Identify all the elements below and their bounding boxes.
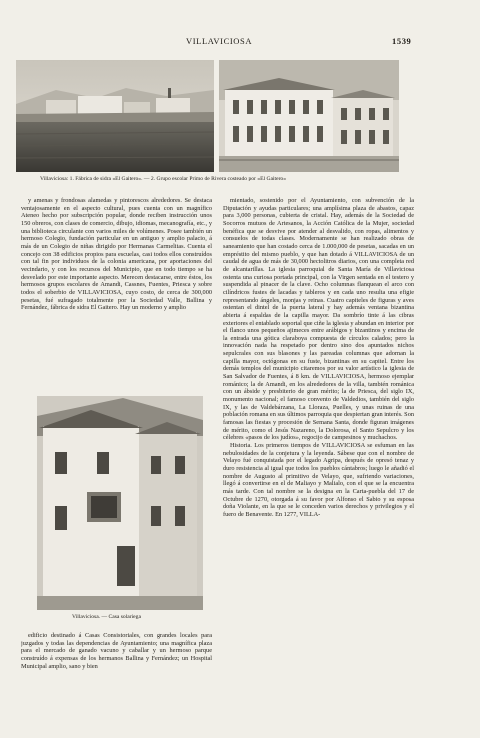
- page-number: 1539: [392, 36, 412, 46]
- text-column-left-top: [21, 197, 212, 390]
- text-column-left-bottom: [21, 632, 212, 690]
- text-column-right: [223, 197, 414, 691]
- paragraph: edificio destinado á Casas Consistoriales, con grandes locales para juzgados y todas las dependencias de Ayuntamiento; una magnífica plaza para el mercado de ganado vacuno y caballar y un hermoso parque construído á expensas de los hermanos Ballina y Fernández; un Hospital Municipal amplio, sano y bien: [21, 632, 212, 670]
- photo-school-building: [219, 60, 399, 172]
- paragraph: Historia. Los primeros tiempos de VILLAVICIOSA se esfuman en las nebulosidades de la conjetura y la leyenda. Sábese que con el nombre de Velayo fué conquistada por el legado Agripa, después de opresó tenaz y duro resistencia al igual que todos los pueblos cántabros; luego le añadió el nombre de Augusto al primitivo de Velayo, que, sufriendo variaciones, llegó á convertirse en el de Maliayo y Malialo, con el que se la encuentra más tarde. Con tal nombre se la designa en la Carta-puebla del 17 de Octubre de 1270, otorgada á su favor por Alfonso el Sabio y su esposa doña Violante, en la que se le conceden varios derechos y privilegios y el fuero de Benavente. En 1277, VILLA-: [223, 442, 414, 518]
- photo-cider-factory: [16, 60, 214, 172]
- running-title: VILLAVICIOSA: [186, 36, 253, 46]
- paragraph: y amenas y frondosas alamedas y pintorescos alrededores. Se destaca ventajosamente en el aspecto cultural, pues cuenta con un magnífico Ateneo hecho por subscripción popular, donde reciben instrucción unos 150 obreros, con clases de comercio, dibujo, idiomas, mecanografía, etc., y una biblioteca circulante con varios miles de volúmenes. Posee también un hermoso Colegio, fundación particular en un antiguo y amplio palacio, á más de un Colegio de niñas dirigido por Hermanas Carmelitas. Cuenta el concejo con 38 edificios propios para escuelas, casi todos ellos construídos con tal fin por individuos de la colonia americana, por aportaciones del vecindario, y con los recursos del Municipio, que en todo tiempo se ha desvelado por este importante aspecto. Merecen destacarse, entre éstos, los hermosos grupos escolares de Amandi, Cassnes, Fuentes, Priesca y sobre todos el soberbio de VILLAVICIOSA, cuyo costo, de cerca de 300,000 pesetas, fué sufragado totalmente por la Sociedad Valle, Ballina y Fernández, fábrica de sidra El Gaitero. Hay un moderno y amplio: [21, 197, 212, 312]
- photo-manor-house: [37, 396, 203, 610]
- figure-caption-bottom: Villaviciosa. — Casa solariega: [72, 614, 141, 620]
- figure-caption-top: Villaviciosa: 1. Fábrica de sidra «El Gaitero». — 2. Grupo escolar Primo de Rivera costeado por «El Gaitero»: [40, 176, 287, 182]
- running-head: [0, 36, 480, 50]
- paragraph: mientado, sostenido por el Ayuntamiento, con subvención de la Diputación y ayudas particulares; una amplísima plaza de abastos, capaz para 3,000 personas, cubierta de cristal. Hay, además de la Sociedad de Socorros mutuos de Artesanos, la Acción Católica de la Mujer, sociedad benéfica que se desvive por atender al desvalido, con ropas, alimentos y consuelos de todas clases. Modernamente se han realizado obras de saneamiento que han costado cerca de 1.000,000 de pesetas, sacadas en un empréstito del mismo pueblo, y que han dotado á VILLAVICIOSA de un caudal de agua de más de 30,000 hectolitros diarios, con una completa red de alcantarillas. La iglesia parroquial de Santa María de Villaviciosa ostenta una curiosa portada principal, con la Virgen sentada en el testero y suspendida al pinacer de la clave. Ocho columnas flanquean el arco con cilíndricos fustes de lacadas y tableros y en cada uno resulta una efigie representando ángeles, monjas y reinas. Cuatro capiteles de figuras y aves ostentan el dintel de la puerta lateral y hay además ventana bizantina abierta á espaldas de la capilla mayor. Da sombrío tinte á las cibras exteriores el entablado soportal que ciñe la iglesia y abundan en interior por el flanco unos pequeños ajimeces entre arábigos y bizantinos y encima de la entrada una gótica claraboya compuesta de círculos calados; pero la innovación nada ha respetado por dentro sino dos apuntados nichos sepulcrales con sus blasones y las pareadas columnas que adornan la capilla mayor, octógonas en su fuste, bizantinas en su capitel. Entre los demás templos del municipio citaremos por su valor artístico la iglesia de San Salvador de Fuentes, á 8 km. de VILLAVICIOSA, hermoso ejemplar románico; la de Amandi, en los alrededores de la villa, también románica con un ábside y presbiterio de gran mérito; la de Priesca, del siglo IX, monumento nacional; el famoso convento de Valdedios, también del siglo IX, y las de Valdebárzana, La Lloraza, Puelles, y unas ruinas de una población romana en sus últimos parroquia que despiertan gran interés. Son famosas las fiestas y procesión de Semana Santa, donde figuran imágenes de mérito, como el Jesús Nazareno, la Dolorosa, el Santo Sepulcro y los célebres «pasos de los judíos», regocijo de campesinos y muchachos.: [223, 197, 414, 442]
